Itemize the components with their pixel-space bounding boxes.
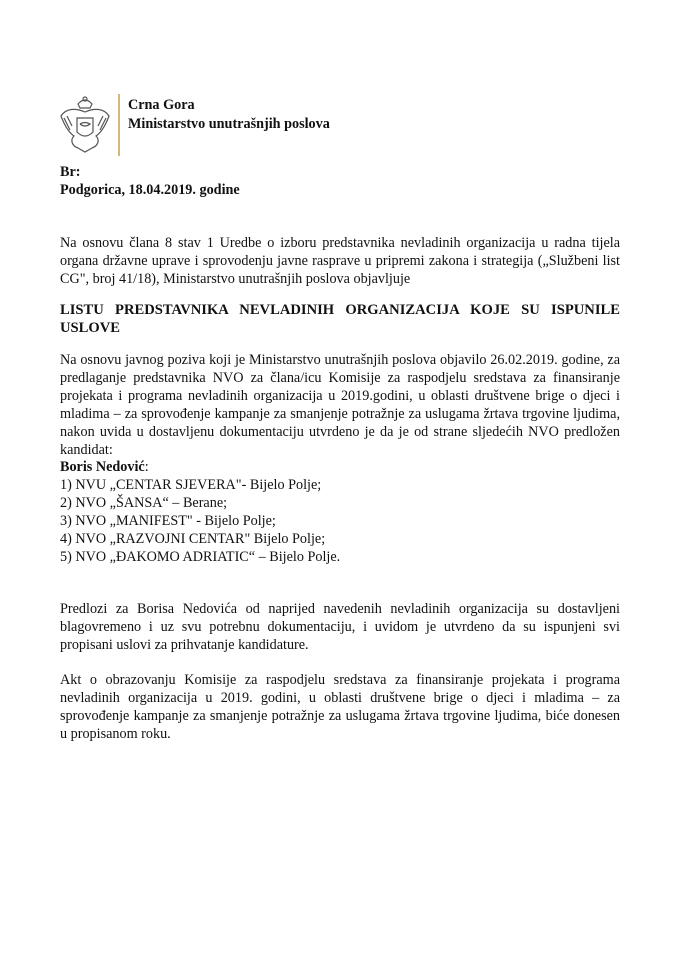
letterhead xyxy=(128,96,330,134)
paragraph-call: Na osnovu javnog poziva koji je Ministarstvo unutrašnjih poslova objavilo 26.02.2019. godine, za predlaganje predstavnika NVO za člana/icu Komisije za raspodjelu sredstava za finansiranje projekata i programa nevladinih organizacija u 2019.godini, u oblasti društvene brige o djeci i mladima – za sprovođenje kampanje za smanjenje potražnje za uslugama žrtava trgovine ljudima, nakon uvida u dostavljenu dokumentaciju utvrdeno je da je od strane sljedećih NVO predložen kandidat: xyxy=(60,352,620,458)
paragraph-proposals: Predlozi za Borisa Nedovića od naprijed navedenih nevladinih organizacija su dostavljeni blagovremeno i uz svu potrebnu dokumentaciju, i uvidom je utvrdeno da su ispunjeni svi propisani uslovi za prihvatanje kandidature. xyxy=(60,601,620,653)
reference-number: Br: xyxy=(60,164,81,180)
document-meta xyxy=(60,163,620,199)
candidate-colon: : xyxy=(144,459,149,475)
country-name: Crna Gora xyxy=(128,97,195,113)
intro-paragraph: Na osnovu člana 8 stav 1 Uredbe o izboru predstavnika nevladinih organizacija u radna tijela organa državne uprave i sprovodenju javne rasprave u pripremi zakona i strategija („Službeni list CG", broj 41/18), Ministarstvo unutrašnjih poslova objavljuje xyxy=(60,235,620,287)
coat-of-arms-icon xyxy=(58,94,112,154)
paragraph-act: Akt o obrazovanju Komisije za raspodjelu sredstava za finansiranje projekata i programa nevladinih organizacija u 2019. godini, u oblasti društvene brige o djeci i mladima – za sprovođenje kampanje za smanjenje potražnje za uslugama žrtava trgovine ljudima, biće donesen u propisanom roku. xyxy=(60,672,620,742)
ministry-name: Ministarstvo unutrašnjih poslova xyxy=(128,116,330,132)
candidate-section xyxy=(60,458,620,566)
candidate-name: Boris Nedović xyxy=(60,459,145,475)
organization-item: 3) NVO „MANIFEST" - Bijelo Polje; xyxy=(60,513,276,529)
header-divider xyxy=(118,94,120,156)
document-title: LISTU PREDSTAVNIKA NEVLADINIH ORGANIZACIJA KOJE SU ISPUNILE USLOVE xyxy=(60,302,620,336)
organization-item: 4) NVO „RAZVOJNI CENTAR" Bijelo Polje; xyxy=(60,531,326,547)
organization-item: 5) NVO „ĐAKOMO ADRIATIC“ – Bijelo Polje. xyxy=(60,549,341,565)
organization-item: 1) NVU „CENTAR SJEVERA"- Bijelo Polje; xyxy=(60,477,322,493)
place-date: Podgorica, 18.04.2019. godine xyxy=(60,182,240,198)
organization-item: 2) NVO „ŠANSA“ – Berane; xyxy=(60,495,228,511)
